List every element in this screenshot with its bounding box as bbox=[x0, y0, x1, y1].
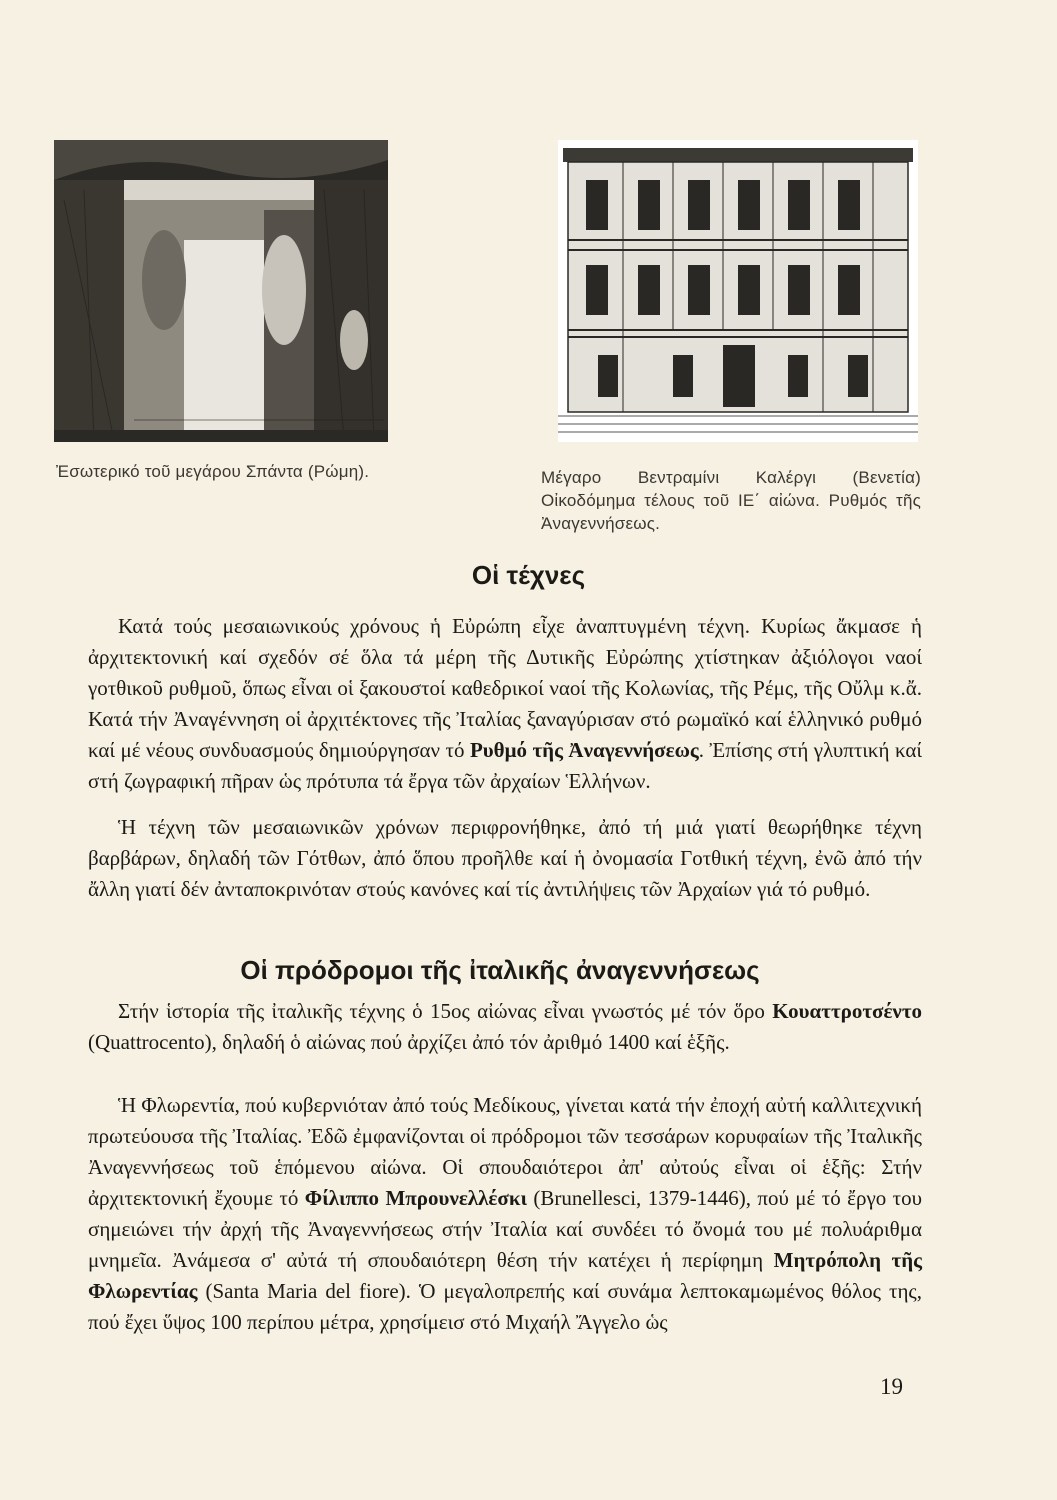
paragraph-text: (Santa Maria del fiore). Ὁ μεγαλοπρεπής καί συνάμα λεπτοκαμωμένος θόλος της, πού ἔχει ὕψος 100 περίπου μέτρα, χρησίμεισ στό Μιχαήλ Ἄγγελο ὡς bbox=[88, 1279, 922, 1334]
paragraph-gothic-art: Ἡ τέχνη τῶν μεσαιωνικῶν χρόνων περιφρονήθηκε, ἀπό τή μιά γιατί θεωρήθηκε τέχνη βαρβάρων, δηλαδή τῶν Γότθων, ἀπό ὅπου προῆλθε καί ἡ ὀνομασία Γοτθική τέχνη, ἐνῶ ἀπό τήν ἄλλη γιατί δέν ἀνταποκρινόταν στούς κανόνες καί τίς ἀντιλήψεις τῶν Ἀρχαίων γιά τό ρυθμό. bbox=[88, 815, 922, 901]
paragraph-text: Κατά τούς μεσαιωνικούς χρόνους ἡ Εὐρώπη εἶχε ἀναπτυγμένη τέχνη. Κυρίως ἄκμασε ἡ ἀρχιτεκτονική καί σχεδόν σέ ὅλα τά μέρη τῆς Δυτικῆς Εὐρώπης χτίστηκαν ἀξιόλογοι ναοί γοτθικοῦ ρυθμοῦ, ὅπως εἶναι οἱ ξακουστοί καθεδρικοί ναοί τῆς Κολωνίας, τῆς Ρέμς, τῆς Οὔλμ κ.ἄ. Κατά τήν Ἀναγέννηση οἱ ἀρχιτέκτονες τῆς Ἰταλίας ξαναγύρισαν στό ρωμαϊκό καί ἑλληνικό ρυθμό καί μέ νέους συνδυασμούς δημιούργησαν τό bbox=[88, 614, 922, 762]
page-number: 19 bbox=[880, 1374, 903, 1399]
section-heading-arts: Οἱ τέχνες bbox=[471, 560, 586, 590]
bold-term-renaissance-style: Ρυθμό τῆς Ἀναγεννήσεως bbox=[469, 738, 699, 762]
bold-term-brunelleschi: Φίλιππο Μπρουνελλέσκι bbox=[304, 1186, 527, 1210]
figure-caption-right: Μέγαρο Βεντραμίνι Καλέργι (Βενετία) Οἰκοδόμημα τέλους τοῦ ΙΕ΄ αἰώνα. Ρυθμός τῆς Ἀναγεννήσεως. bbox=[541, 468, 921, 533]
bold-term-quattrocento: Κουαττροτσέντο bbox=[772, 999, 922, 1023]
engraving-interior-drawing bbox=[54, 140, 388, 442]
paragraph-arts-intro bbox=[88, 611, 922, 797]
bold-term-florence-cathedral: Μητρόπολη τῆς Φλωρεντίας bbox=[88, 1248, 922, 1303]
palazzo-vendramin-facade-image bbox=[558, 140, 918, 442]
engraving-facade-drawing bbox=[558, 140, 918, 442]
paragraph-text: (Quattrocento), δηλαδή ὁ αἰώνας πού ἀρχίζει ἀπό τόν ἀριθμό 1400 καί ἑξῆς. bbox=[88, 1030, 730, 1054]
paragraph-text: Στήν ἱστορία τῆς ἰταλικῆς τέχνης ὁ 15ος αἰώνας εἶναι γνωστός μέ τόν ὅρο bbox=[118, 999, 773, 1023]
paragraph-text: . Ἐπίσης στή γλυπτική καί στή ζωγραφική πῆραν ὡς πρότυπα τά ἔργα τῶν ἀρχαίων Ἑλλήνων. bbox=[88, 738, 923, 793]
paragraph-florence bbox=[88, 1090, 922, 1338]
paragraph-text: Ἡ Φλωρεντία, πού κυβερνιόταν ἀπό τούς Μεδίκους, γίνεται κατά τήν ἐποχή αὐτή καλλιτεχνική πρωτεύουσα τῆς Ἰταλίας. Ἐδῶ ἐμφανίζονται οἱ πρόδρομοι τῶν τεσσάρων κορυφαίων τῆς Ἰταλικῆς Ἀναγεννήσεως τοῦ ἑπόμενου αἰώνα. Οἱ σπουδαιότεροι ἀπ' αὐτούς εἶναι οἱ ἑξῆς: Στήν ἀρχιτεκτονική ἔχουμε τό bbox=[88, 1093, 922, 1210]
section-heading-forerunners: Οἱ πρόδρομοι τῆς ἰταλικῆς ἀναγεννήσεως bbox=[240, 955, 760, 985]
paragraph-quattrocento bbox=[88, 996, 922, 1058]
palazzo-spada-interior-image bbox=[54, 140, 388, 442]
figure-caption-left: Ἐσωτερικό τοῦ μεγάρου Σπάντα (Ρώμη). bbox=[56, 462, 370, 481]
paragraph-text: (Brunellesci, 1379-1446), πού μέ τό ἔργο του σημειώνει τήν ἀρχή τῆς Ἀναγεννήσεως στήν Ἰταλία καί συνδέει τό ὄνομά του μέ πολυάριθμα μνημεῖα. Ἀνάμεσα σ' αὐτά τή σπουδαιότερη θέση τήν κατέχει ἡ περίφημη bbox=[88, 1186, 922, 1272]
